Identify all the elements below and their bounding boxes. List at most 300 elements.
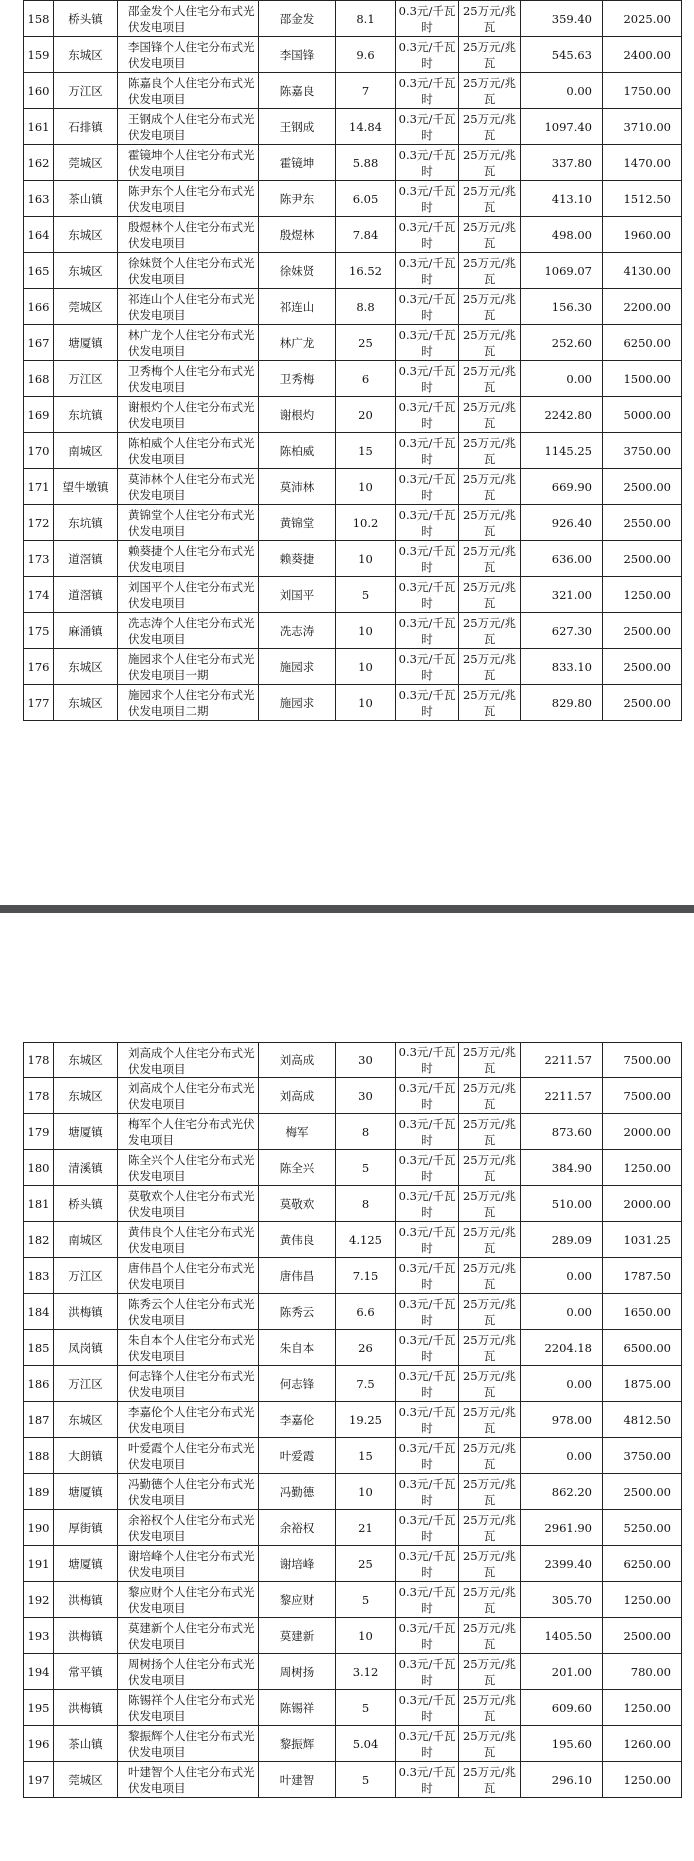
cell-project-name: 冯勤德个人住宅分布式光伏发电项目 bbox=[118, 1474, 259, 1510]
cell-district: 桥头镇 bbox=[54, 1186, 118, 1222]
cell-project-name: 邵金发个人住宅分布式光伏发电项目 bbox=[118, 1, 259, 37]
cell-project-name: 周树扬个人住宅分布式光伏发电项目 bbox=[118, 1654, 259, 1690]
cell-capacity: 8 bbox=[336, 1114, 396, 1150]
cell-install-subsidy: 25万元/兆瓦 bbox=[459, 1258, 521, 1294]
cell-owner-name: 冯勤德 bbox=[259, 1474, 336, 1510]
cell-subsidy-amount: 1097.40 bbox=[521, 109, 603, 145]
cell-install-subsidy: 25万元/兆瓦 bbox=[459, 73, 521, 109]
table-row bbox=[24, 1294, 682, 1330]
cell-install-subsidy: 25万元/兆瓦 bbox=[459, 1294, 521, 1330]
cell-row-number: 191 bbox=[24, 1546, 54, 1582]
subsidy-table-page-2 bbox=[23, 1042, 682, 1798]
cell-total-amount: 4812.50 bbox=[603, 1402, 682, 1438]
cell-owner-name: 刘高成 bbox=[259, 1078, 336, 1114]
cell-install-subsidy: 25万元/兆瓦 bbox=[459, 1474, 521, 1510]
cell-install-subsidy: 25万元/兆瓦 bbox=[459, 1546, 521, 1582]
cell-capacity: 30 bbox=[336, 1043, 396, 1078]
cell-price-subsidy: 0.3元/千瓦时 bbox=[396, 1510, 459, 1546]
table-row bbox=[24, 469, 682, 505]
cell-install-subsidy: 25万元/兆瓦 bbox=[459, 1366, 521, 1402]
cell-owner-name: 施园求 bbox=[259, 685, 336, 721]
cell-owner-name: 刘国平 bbox=[259, 577, 336, 613]
cell-owner-name: 邵金发 bbox=[259, 1, 336, 37]
cell-district: 塘厦镇 bbox=[54, 1546, 118, 1582]
cell-subsidy-amount: 636.00 bbox=[521, 541, 603, 577]
cell-total-amount: 1250.00 bbox=[603, 1690, 682, 1726]
cell-project-name: 余裕权个人住宅分布式光伏发电项目 bbox=[118, 1510, 259, 1546]
cell-district: 南城区 bbox=[54, 433, 118, 469]
cell-project-name: 施园求个人住宅分布式光伏发电项目一期 bbox=[118, 649, 259, 685]
cell-subsidy-amount: 337.80 bbox=[521, 145, 603, 181]
cell-subsidy-amount: 195.60 bbox=[521, 1726, 603, 1762]
cell-row-number: 179 bbox=[24, 1114, 54, 1150]
cell-install-subsidy: 25万元/兆瓦 bbox=[459, 1654, 521, 1690]
table-row bbox=[24, 1366, 682, 1402]
cell-capacity: 10 bbox=[336, 1474, 396, 1510]
cell-price-subsidy: 0.3元/千瓦时 bbox=[396, 1258, 459, 1294]
cell-subsidy-amount: 609.60 bbox=[521, 1690, 603, 1726]
cell-total-amount: 2500.00 bbox=[603, 541, 682, 577]
cell-install-subsidy: 25万元/兆瓦 bbox=[459, 361, 521, 397]
cell-install-subsidy: 25万元/兆瓦 bbox=[459, 1186, 521, 1222]
cell-district: 塘厦镇 bbox=[54, 1114, 118, 1150]
cell-price-subsidy: 0.3元/千瓦时 bbox=[396, 433, 459, 469]
cell-project-name: 霍镜坤个人住宅分布式光伏发电项目 bbox=[118, 145, 259, 181]
cell-subsidy-amount: 0.00 bbox=[521, 1366, 603, 1402]
cell-capacity: 8.8 bbox=[336, 289, 396, 325]
table-row bbox=[24, 1654, 682, 1690]
cell-row-number: 188 bbox=[24, 1438, 54, 1474]
cell-row-number: 186 bbox=[24, 1366, 54, 1402]
cell-capacity: 8.1 bbox=[336, 1, 396, 37]
cell-total-amount: 1250.00 bbox=[603, 1150, 682, 1186]
cell-project-name: 朱自本个人住宅分布式光伏发电项目 bbox=[118, 1330, 259, 1366]
cell-price-subsidy: 0.3元/千瓦时 bbox=[396, 1330, 459, 1366]
subsidy-table-page-1 bbox=[23, 0, 682, 721]
cell-subsidy-amount: 978.00 bbox=[521, 1402, 603, 1438]
cell-owner-name: 祁连山 bbox=[259, 289, 336, 325]
cell-total-amount: 2400.00 bbox=[603, 37, 682, 73]
cell-district: 莞城区 bbox=[54, 145, 118, 181]
cell-total-amount: 780.00 bbox=[603, 1654, 682, 1690]
table-row bbox=[24, 181, 682, 217]
table-row bbox=[24, 1, 682, 37]
cell-install-subsidy: 25万元/兆瓦 bbox=[459, 181, 521, 217]
cell-capacity: 7.15 bbox=[336, 1258, 396, 1294]
cell-capacity: 10 bbox=[336, 469, 396, 505]
cell-district: 东坑镇 bbox=[54, 505, 118, 541]
cell-install-subsidy: 25万元/兆瓦 bbox=[459, 433, 521, 469]
cell-project-name: 施园求个人住宅分布式光伏发电项目二期 bbox=[118, 685, 259, 721]
cell-owner-name: 陈全兴 bbox=[259, 1150, 336, 1186]
cell-subsidy-amount: 926.40 bbox=[521, 505, 603, 541]
table-row bbox=[24, 1150, 682, 1186]
cell-install-subsidy: 25万元/兆瓦 bbox=[459, 1, 521, 37]
cell-total-amount: 1250.00 bbox=[603, 1762, 682, 1798]
cell-total-amount: 6500.00 bbox=[603, 1330, 682, 1366]
cell-price-subsidy: 0.3元/千瓦时 bbox=[396, 325, 459, 361]
cell-district: 莞城区 bbox=[54, 1762, 118, 1798]
cell-owner-name: 陈嘉良 bbox=[259, 73, 336, 109]
cell-total-amount: 3710.00 bbox=[603, 109, 682, 145]
cell-install-subsidy: 25万元/兆瓦 bbox=[459, 1150, 521, 1186]
table-row bbox=[24, 1222, 682, 1258]
cell-project-name: 陈锡祥个人住宅分布式光伏发电项目 bbox=[118, 1690, 259, 1726]
cell-district: 洪梅镇 bbox=[54, 1690, 118, 1726]
table-row bbox=[24, 1438, 682, 1474]
cell-subsidy-amount: 296.10 bbox=[521, 1762, 603, 1798]
cell-total-amount: 1875.00 bbox=[603, 1366, 682, 1402]
cell-owner-name: 陈柏威 bbox=[259, 433, 336, 469]
cell-capacity: 10 bbox=[336, 649, 396, 685]
cell-project-name: 唐伟昌个人住宅分布式光伏发电项目 bbox=[118, 1258, 259, 1294]
table-row bbox=[24, 1618, 682, 1654]
cell-capacity: 10.2 bbox=[336, 505, 396, 541]
cell-project-name: 陈秀云个人住宅分布式光伏发电项目 bbox=[118, 1294, 259, 1330]
cell-total-amount: 2025.00 bbox=[603, 1, 682, 37]
cell-row-number: 164 bbox=[24, 217, 54, 253]
cell-total-amount: 2500.00 bbox=[603, 1474, 682, 1510]
cell-project-name: 陈嘉良个人住宅分布式光伏发电项目 bbox=[118, 73, 259, 109]
cell-district: 道滘镇 bbox=[54, 541, 118, 577]
cell-price-subsidy: 0.3元/千瓦时 bbox=[396, 613, 459, 649]
cell-price-subsidy: 0.3元/千瓦时 bbox=[396, 1438, 459, 1474]
cell-project-name: 黄锦堂个人住宅分布式光伏发电项目 bbox=[118, 505, 259, 541]
cell-project-name: 陈柏威个人住宅分布式光伏发电项目 bbox=[118, 433, 259, 469]
cell-capacity: 25 bbox=[336, 1546, 396, 1582]
cell-row-number: 168 bbox=[24, 361, 54, 397]
cell-total-amount: 2500.00 bbox=[603, 613, 682, 649]
cell-subsidy-amount: 1069.07 bbox=[521, 253, 603, 289]
cell-price-subsidy: 0.3元/千瓦时 bbox=[396, 685, 459, 721]
cell-install-subsidy: 25万元/兆瓦 bbox=[459, 1618, 521, 1654]
cell-total-amount: 1250.00 bbox=[603, 1582, 682, 1618]
cell-district: 洪梅镇 bbox=[54, 1618, 118, 1654]
cell-install-subsidy: 25万元/兆瓦 bbox=[459, 217, 521, 253]
cell-capacity: 5 bbox=[336, 577, 396, 613]
cell-project-name: 刘高成个人住宅分布式光伏发电项目 bbox=[118, 1078, 259, 1114]
cell-install-subsidy: 25万元/兆瓦 bbox=[459, 541, 521, 577]
cell-total-amount: 1260.00 bbox=[603, 1726, 682, 1762]
cell-install-subsidy: 25万元/兆瓦 bbox=[459, 505, 521, 541]
cell-total-amount: 2500.00 bbox=[603, 469, 682, 505]
cell-total-amount: 2500.00 bbox=[603, 685, 682, 721]
cell-row-number: 160 bbox=[24, 73, 54, 109]
cell-project-name: 李嘉伦个人住宅分布式光伏发电项目 bbox=[118, 1402, 259, 1438]
cell-row-number: 159 bbox=[24, 37, 54, 73]
cell-owner-name: 陈秀云 bbox=[259, 1294, 336, 1330]
table-row bbox=[24, 1330, 682, 1366]
cell-price-subsidy: 0.3元/千瓦时 bbox=[396, 289, 459, 325]
cell-project-name: 祁连山个人住宅分布式光伏发电项目 bbox=[118, 289, 259, 325]
cell-row-number: 189 bbox=[24, 1474, 54, 1510]
cell-district: 南城区 bbox=[54, 1222, 118, 1258]
cell-price-subsidy: 0.3元/千瓦时 bbox=[396, 1618, 459, 1654]
cell-install-subsidy: 25万元/兆瓦 bbox=[459, 1043, 521, 1078]
table-row bbox=[24, 37, 682, 73]
cell-price-subsidy: 0.3元/千瓦时 bbox=[396, 145, 459, 181]
cell-row-number: 193 bbox=[24, 1618, 54, 1654]
cell-project-name: 林广龙个人住宅分布式光伏发电项目 bbox=[118, 325, 259, 361]
table-row bbox=[24, 1582, 682, 1618]
cell-row-number: 182 bbox=[24, 1222, 54, 1258]
cell-install-subsidy: 25万元/兆瓦 bbox=[459, 649, 521, 685]
cell-subsidy-amount: 2204.18 bbox=[521, 1330, 603, 1366]
cell-owner-name: 李国锋 bbox=[259, 37, 336, 73]
cell-install-subsidy: 25万元/兆瓦 bbox=[459, 1402, 521, 1438]
cell-row-number: 169 bbox=[24, 397, 54, 433]
cell-district: 清溪镇 bbox=[54, 1150, 118, 1186]
cell-district: 东坑镇 bbox=[54, 397, 118, 433]
cell-price-subsidy: 0.3元/千瓦时 bbox=[396, 1294, 459, 1330]
cell-price-subsidy: 0.3元/千瓦时 bbox=[396, 181, 459, 217]
cell-price-subsidy: 0.3元/千瓦时 bbox=[396, 361, 459, 397]
cell-subsidy-amount: 0.00 bbox=[521, 361, 603, 397]
table-row bbox=[24, 253, 682, 289]
cell-owner-name: 殷煜林 bbox=[259, 217, 336, 253]
cell-install-subsidy: 25万元/兆瓦 bbox=[459, 1726, 521, 1762]
cell-capacity: 5 bbox=[336, 1762, 396, 1798]
cell-district: 东城区 bbox=[54, 1078, 118, 1114]
cell-owner-name: 周树扬 bbox=[259, 1654, 336, 1690]
cell-install-subsidy: 25万元/兆瓦 bbox=[459, 109, 521, 145]
cell-price-subsidy: 0.3元/千瓦时 bbox=[396, 1690, 459, 1726]
cell-subsidy-amount: 2211.57 bbox=[521, 1043, 603, 1078]
cell-capacity: 20 bbox=[336, 397, 396, 433]
cell-capacity: 8 bbox=[336, 1186, 396, 1222]
cell-capacity: 9.6 bbox=[336, 37, 396, 73]
cell-subsidy-amount: 289.09 bbox=[521, 1222, 603, 1258]
cell-subsidy-amount: 0.00 bbox=[521, 73, 603, 109]
cell-row-number: 172 bbox=[24, 505, 54, 541]
cell-subsidy-amount: 0.00 bbox=[521, 1258, 603, 1294]
cell-row-number: 196 bbox=[24, 1726, 54, 1762]
cell-district: 茶山镇 bbox=[54, 181, 118, 217]
cell-owner-name: 王钢成 bbox=[259, 109, 336, 145]
cell-owner-name: 莫敬欢 bbox=[259, 1186, 336, 1222]
cell-row-number: 163 bbox=[24, 181, 54, 217]
cell-district: 塘厦镇 bbox=[54, 325, 118, 361]
table-row bbox=[24, 289, 682, 325]
table-row bbox=[24, 1402, 682, 1438]
cell-subsidy-amount: 829.80 bbox=[521, 685, 603, 721]
cell-capacity: 10 bbox=[336, 541, 396, 577]
cell-project-name: 李国锋个人住宅分布式光伏发电项目 bbox=[118, 37, 259, 73]
table-row bbox=[24, 613, 682, 649]
cell-subsidy-amount: 305.70 bbox=[521, 1582, 603, 1618]
cell-subsidy-amount: 156.30 bbox=[521, 289, 603, 325]
cell-row-number: 165 bbox=[24, 253, 54, 289]
cell-owner-name: 李嘉伦 bbox=[259, 1402, 336, 1438]
cell-price-subsidy: 0.3元/千瓦时 bbox=[396, 649, 459, 685]
page-separator bbox=[0, 905, 694, 913]
table-row bbox=[24, 541, 682, 577]
cell-total-amount: 2500.00 bbox=[603, 1618, 682, 1654]
cell-install-subsidy: 25万元/兆瓦 bbox=[459, 613, 521, 649]
cell-capacity: 5 bbox=[336, 1690, 396, 1726]
cell-price-subsidy: 0.3元/千瓦时 bbox=[396, 577, 459, 613]
cell-district: 东城区 bbox=[54, 649, 118, 685]
cell-district: 厚街镇 bbox=[54, 1510, 118, 1546]
cell-subsidy-amount: 510.00 bbox=[521, 1186, 603, 1222]
table-row bbox=[24, 505, 682, 541]
cell-project-name: 谢根灼个人住宅分布式光伏发电项目 bbox=[118, 397, 259, 433]
cell-owner-name: 莫建新 bbox=[259, 1618, 336, 1654]
cell-row-number: 162 bbox=[24, 145, 54, 181]
cell-install-subsidy: 25万元/兆瓦 bbox=[459, 577, 521, 613]
cell-owner-name: 黄锦堂 bbox=[259, 505, 336, 541]
cell-district: 望牛墩镇 bbox=[54, 469, 118, 505]
cell-capacity: 10 bbox=[336, 1618, 396, 1654]
cell-row-number: 171 bbox=[24, 469, 54, 505]
cell-price-subsidy: 0.3元/千瓦时 bbox=[396, 541, 459, 577]
cell-install-subsidy: 25万元/兆瓦 bbox=[459, 1114, 521, 1150]
cell-row-number: 197 bbox=[24, 1762, 54, 1798]
cell-row-number: 173 bbox=[24, 541, 54, 577]
cell-project-name: 莫建新个人住宅分布式光伏发电项目 bbox=[118, 1618, 259, 1654]
table-body bbox=[24, 1, 682, 721]
cell-row-number: 183 bbox=[24, 1258, 54, 1294]
cell-row-number: 161 bbox=[24, 109, 54, 145]
table-row bbox=[24, 361, 682, 397]
cell-capacity: 16.52 bbox=[336, 253, 396, 289]
cell-total-amount: 1787.50 bbox=[603, 1258, 682, 1294]
cell-install-subsidy: 25万元/兆瓦 bbox=[459, 1582, 521, 1618]
table-row bbox=[24, 1726, 682, 1762]
cell-row-number: 180 bbox=[24, 1150, 54, 1186]
cell-subsidy-amount: 669.90 bbox=[521, 469, 603, 505]
cell-district: 石排镇 bbox=[54, 109, 118, 145]
cell-project-name: 殷煜林个人住宅分布式光伏发电项目 bbox=[118, 217, 259, 253]
cell-subsidy-amount: 833.10 bbox=[521, 649, 603, 685]
document-page-2 bbox=[0, 913, 694, 1861]
cell-project-name: 卫秀梅个人住宅分布式光伏发电项目 bbox=[118, 361, 259, 397]
cell-total-amount: 1470.00 bbox=[603, 145, 682, 181]
cell-district: 东城区 bbox=[54, 253, 118, 289]
table-row bbox=[24, 217, 682, 253]
cell-capacity: 7 bbox=[336, 73, 396, 109]
cell-install-subsidy: 25万元/兆瓦 bbox=[459, 1222, 521, 1258]
cell-district: 洪梅镇 bbox=[54, 1294, 118, 1330]
cell-price-subsidy: 0.3元/千瓦时 bbox=[396, 1474, 459, 1510]
cell-owner-name: 黄伟良 bbox=[259, 1222, 336, 1258]
table-row bbox=[24, 649, 682, 685]
cell-project-name: 何志锋个人住宅分布式光伏发电项目 bbox=[118, 1366, 259, 1402]
cell-capacity: 25 bbox=[336, 325, 396, 361]
cell-project-name: 徐妹贤个人住宅分布式光伏发电项目 bbox=[118, 253, 259, 289]
cell-subsidy-amount: 545.63 bbox=[521, 37, 603, 73]
cell-total-amount: 1750.00 bbox=[603, 73, 682, 109]
cell-row-number: 181 bbox=[24, 1186, 54, 1222]
cell-price-subsidy: 0.3元/千瓦时 bbox=[396, 1366, 459, 1402]
cell-install-subsidy: 25万元/兆瓦 bbox=[459, 1762, 521, 1798]
cell-capacity: 5.88 bbox=[336, 145, 396, 181]
cell-install-subsidy: 25万元/兆瓦 bbox=[459, 469, 521, 505]
cell-capacity: 15 bbox=[336, 1438, 396, 1474]
cell-district: 东城区 bbox=[54, 685, 118, 721]
cell-capacity: 3.12 bbox=[336, 1654, 396, 1690]
cell-project-name: 王钢成个人住宅分布式光伏发电项目 bbox=[118, 109, 259, 145]
table-row bbox=[24, 109, 682, 145]
cell-owner-name: 刘高成 bbox=[259, 1043, 336, 1078]
cell-project-name: 冼志涛个人住宅分布式光伏发电项目 bbox=[118, 613, 259, 649]
cell-project-name: 陈尹东个人住宅分布式光伏发电项目 bbox=[118, 181, 259, 217]
cell-total-amount: 3750.00 bbox=[603, 1438, 682, 1474]
cell-price-subsidy: 0.3元/千瓦时 bbox=[396, 1, 459, 37]
document-page-1 bbox=[0, 0, 694, 905]
cell-owner-name: 霍镜坤 bbox=[259, 145, 336, 181]
cell-row-number: 190 bbox=[24, 1510, 54, 1546]
cell-project-name: 黄伟良个人住宅分布式光伏发电项目 bbox=[118, 1222, 259, 1258]
cell-price-subsidy: 0.3元/千瓦时 bbox=[396, 505, 459, 541]
cell-project-name: 刘高成个人住宅分布式光伏发电项目 bbox=[118, 1043, 259, 1078]
cell-subsidy-amount: 1405.50 bbox=[521, 1618, 603, 1654]
cell-capacity: 26 bbox=[336, 1330, 396, 1366]
table-row bbox=[24, 325, 682, 361]
cell-owner-name: 黎应财 bbox=[259, 1582, 336, 1618]
cell-install-subsidy: 25万元/兆瓦 bbox=[459, 289, 521, 325]
cell-district: 桥头镇 bbox=[54, 1, 118, 37]
cell-price-subsidy: 0.3元/千瓦时 bbox=[396, 1654, 459, 1690]
table-row bbox=[24, 685, 682, 721]
cell-install-subsidy: 25万元/兆瓦 bbox=[459, 1330, 521, 1366]
cell-price-subsidy: 0.3元/千瓦时 bbox=[396, 469, 459, 505]
cell-district: 茶山镇 bbox=[54, 1726, 118, 1762]
cell-project-name: 梅军个人住宅分布式光伏发电项目 bbox=[118, 1114, 259, 1150]
cell-capacity: 10 bbox=[336, 613, 396, 649]
cell-price-subsidy: 0.3元/千瓦时 bbox=[396, 1582, 459, 1618]
table-row bbox=[24, 433, 682, 469]
cell-district: 东城区 bbox=[54, 217, 118, 253]
cell-install-subsidy: 25万元/兆瓦 bbox=[459, 685, 521, 721]
cell-subsidy-amount: 384.90 bbox=[521, 1150, 603, 1186]
table-row bbox=[24, 1546, 682, 1582]
cell-capacity: 6.6 bbox=[336, 1294, 396, 1330]
cell-district: 道滘镇 bbox=[54, 577, 118, 613]
cell-capacity: 5.04 bbox=[336, 1726, 396, 1762]
cell-row-number: 187 bbox=[24, 1402, 54, 1438]
cell-project-name: 叶建智个人住宅分布式光伏发电项目 bbox=[118, 1762, 259, 1798]
cell-price-subsidy: 0.3元/千瓦时 bbox=[396, 1726, 459, 1762]
cell-install-subsidy: 25万元/兆瓦 bbox=[459, 1078, 521, 1114]
cell-total-amount: 6250.00 bbox=[603, 325, 682, 361]
cell-owner-name: 赖葵捷 bbox=[259, 541, 336, 577]
cell-price-subsidy: 0.3元/千瓦时 bbox=[396, 1114, 459, 1150]
cell-price-subsidy: 0.3元/千瓦时 bbox=[396, 1078, 459, 1114]
cell-capacity: 21 bbox=[336, 1510, 396, 1546]
cell-subsidy-amount: 498.00 bbox=[521, 217, 603, 253]
cell-subsidy-amount: 0.00 bbox=[521, 1294, 603, 1330]
cell-install-subsidy: 25万元/兆瓦 bbox=[459, 1510, 521, 1546]
cell-price-subsidy: 0.3元/千瓦时 bbox=[396, 253, 459, 289]
cell-total-amount: 4130.00 bbox=[603, 253, 682, 289]
cell-subsidy-amount: 862.20 bbox=[521, 1474, 603, 1510]
cell-capacity: 14.84 bbox=[336, 109, 396, 145]
cell-row-number: 158 bbox=[24, 1, 54, 37]
cell-install-subsidy: 25万元/兆瓦 bbox=[459, 37, 521, 73]
cell-project-name: 赖葵捷个人住宅分布式光伏发电项目 bbox=[118, 541, 259, 577]
table-body bbox=[24, 1043, 682, 1798]
cell-district: 塘厦镇 bbox=[54, 1474, 118, 1510]
cell-project-name: 谢培峰个人住宅分布式光伏发电项目 bbox=[118, 1546, 259, 1582]
cell-subsidy-amount: 2211.57 bbox=[521, 1078, 603, 1114]
cell-owner-name: 徐妹贤 bbox=[259, 253, 336, 289]
cell-owner-name: 谢根灼 bbox=[259, 397, 336, 433]
cell-total-amount: 2200.00 bbox=[603, 289, 682, 325]
cell-row-number: 192 bbox=[24, 1582, 54, 1618]
cell-price-subsidy: 0.3元/千瓦时 bbox=[396, 1222, 459, 1258]
cell-capacity: 4.125 bbox=[336, 1222, 396, 1258]
